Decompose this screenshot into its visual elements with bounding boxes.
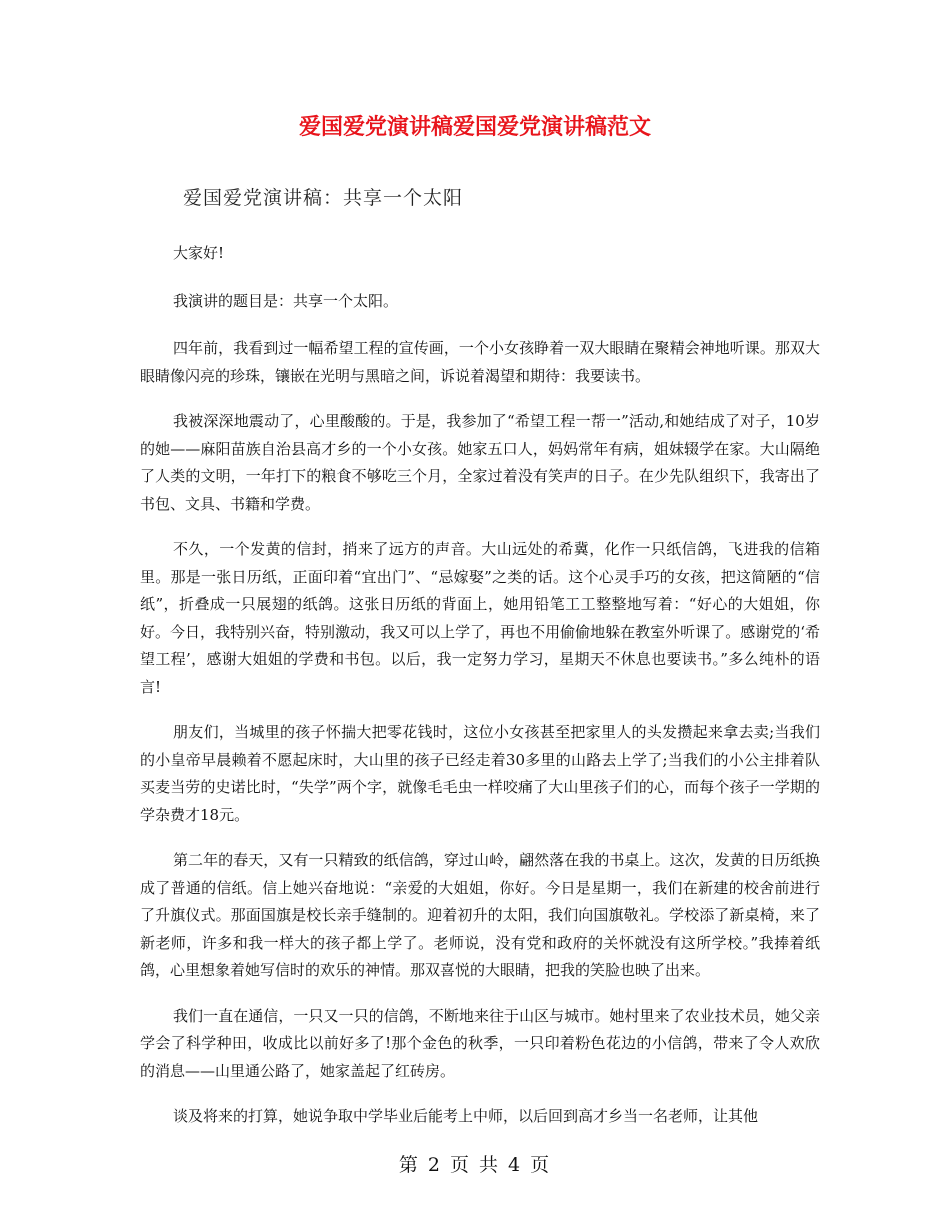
paragraph: 我们一直在通信，一只又一只的信鸽，不断地来往于山区与城市。她村里来了农业技术员，她父亲学会了科学种田，收成比以前好多了!那个金色的秋季，一只印着粉色花边的小信鸽，带来了令人欢欣的消息——山里通公路了，她家盖起了红砖房。 xyxy=(140,1006,820,1080)
paragraph: 我被深深地震动了，心里酸酸的。于是，我参加了“希望工程一帮一”活动,和她结成了对子，10岁的她——麻阳苗族自治县高才乡的一个小女孩。她家五口人，妈妈常年有病，姐妹辍学在家。大山隔绝了人类的文明，一年打下的粮食不够吃三个月，全家过着没有笑声的日子。在少先队组织下，我寄出了书包、文具、书籍和学费。 xyxy=(140,412,820,513)
paragraph: 四年前，我看到过一幅希望工程的宣传画，一个小女孩睁着一双大眼睛在聚精会神地听课。那双大眼睛像闪亮的珍珠，镶嵌在光明与黑暗之间，诉说着渴望和期待：我要读书。 xyxy=(140,339,820,385)
paragraph: 不久，一个发黄的信封，捎来了远方的声音。大山远处的希冀，化作一只纸信鸽，飞进我的信箱里。那是一张日历纸，正面印着“宜出门”、“忌嫁娶”之类的话。这个心灵手巧的女孩，把这简陋的“信纸”，折叠成一只展翅的纸鸽。这张日历纸的背面上，她用铅笔工工整整地写着：“好心的大姐姐，你好。今日，我特别兴奋，特别激动，我又可以上学了，再也不用偷偷地躲在教室外听课了。感谢党的‘希望工程’，感谢大姐姐的学费和书包。以后，我一定努力学习，星期天不休息也要读书。”多么纯朴的语言! xyxy=(140,540,820,696)
paragraph-topic: 我演讲的题目是：共享一个太阳。 xyxy=(173,291,399,310)
document-subtitle: 爱国爱党演讲稿：共享一个太阳 xyxy=(183,187,464,209)
paragraph: 第二年的春天，又有一只精致的纸信鸽，穿过山岭，翩然落在我的书桌上。这次，发黄的日历纸换成了普通的信纸。信上她兴奋地说：“亲爱的大姐姐，你好。今日是星期一，我们在新建的校舍前进行了升旗仪式。那面国旗是校长亲手缝制的。迎着初升的太阳，我们向国旗敬礼。学校添了新桌椅，来了新老师，许多和我一样大的孩子都上学了。老师说，没有党和政府的关怀就没有这所学校。”我捧着纸鸽，心里想象着她写信时的欢乐的神情。那双喜悦的大眼睛，把我的笑脸也映了出来。 xyxy=(140,851,820,979)
document-title: 爱国爱党演讲稿爱国爱党演讲稿范文 xyxy=(298,114,651,140)
document-body xyxy=(140,240,820,1149)
paragraph: 谈及将来的打算，她说争取中学毕业后能考上中师，以后回到高才乡当一名老师，让其他 xyxy=(173,1107,759,1125)
page-number-footer: 第 2 页 共 4 页 xyxy=(398,1154,552,1176)
paragraph-greeting: 大家好! xyxy=(173,244,225,262)
paragraph: 朋友们，当城里的孩子怀揣大把零花钱时，这位小女孩甚至把家里人的头发攒起来拿去卖;当我们的小皇帝早晨赖着不愿起床时，大山里的孩子已经走着30多里的山路去上学了;当我们的小公主排着队买麦当劳的史诺比时，“失学”两个字，就像毛毛虫一样咬痛了大山里孩子们的心，而每个孩子一学期的学杂费才18元。 xyxy=(140,723,820,824)
